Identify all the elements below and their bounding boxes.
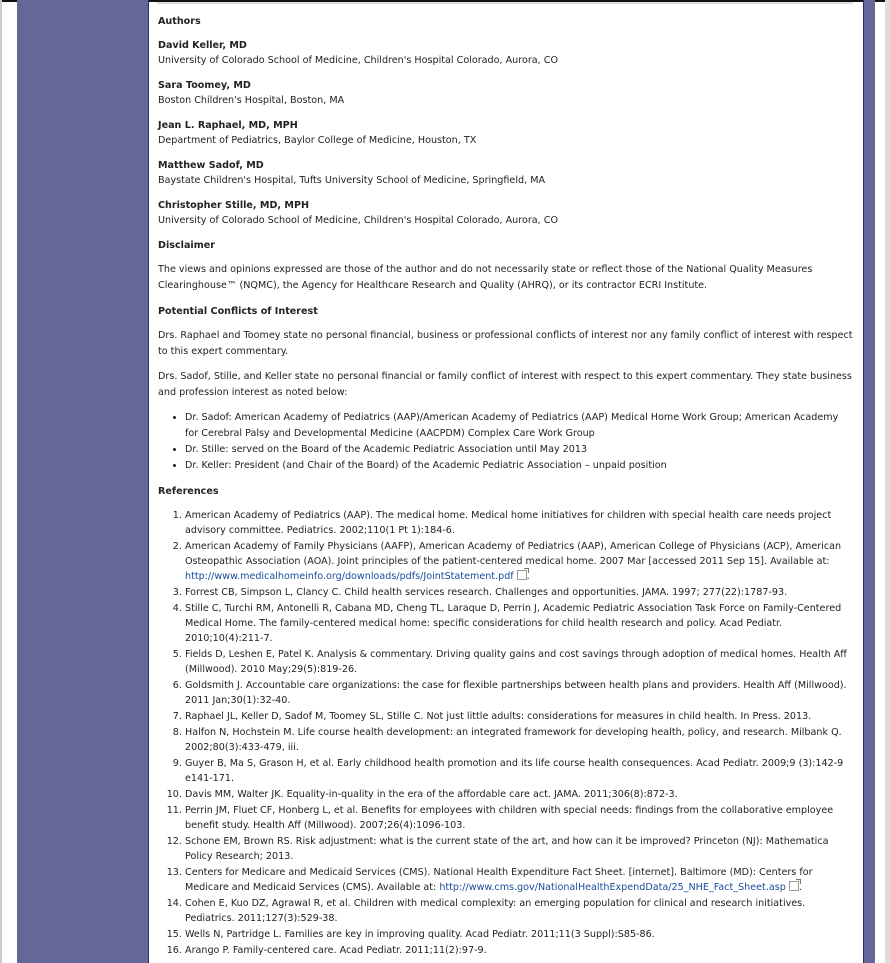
divider [157, 2, 853, 4]
reference-suffix: . [798, 882, 802, 893]
reference-text: Cohen E, Kuo DZ, Agrawal R, et al. Children with medical complexity: an emerging population for clinical and research initiatives. Pediatrics. 2011;127(3):529-38. [185, 898, 806, 924]
conflict-item: • Dr. Stille: served on the Board of the Academic Pediatric Association until May 2013 [185, 442, 853, 458]
reference-text: Goldsmith J. Accountable care organizations: the case for flexible partnerships between health plans and providers. Health Aff (Millwood). 2011 Jan;30(1):32-40. [185, 680, 847, 706]
external-link-icon [789, 881, 799, 891]
references-heading: References [158, 486, 219, 497]
reference-item [185, 709, 853, 724]
reference-item [185, 803, 853, 833]
scrollbar[interactable] [885, 0, 890, 963]
author-name: Jean L. Raphael, MD, MPH [158, 120, 298, 131]
conflict-item: • Dr. Sadof: American Academy of Pediatrics (AAP)/American Academy of Pediatrics (AAP) Medical Home Work Group; American Academy for Cerebral Palsy and Developmental Medicine (AACPDM) Complex Care Work Group [185, 410, 853, 442]
author [158, 198, 853, 229]
reference-item [185, 896, 853, 926]
reference-text: Davis MM, Walter JK. Equality-in-quality in the era of the affordable care act. JAMA. 2011;306(8):872-3. [185, 789, 678, 800]
reference-text: Halfon N, Hochstein M. Life course health development: an integrated framework for developing health, policy, and research. Milbank Q. 2002;80(3):433-479, iii. [185, 727, 842, 753]
reference-suffix: . [526, 571, 530, 582]
author-affiliation: Baystate Children's Hospital, Tufts University School of Medicine, Springfield, MA [158, 175, 546, 186]
reference-text: Forrest CB, Simpson L, Clancy C. Child health services research. Challenges and opportunities. JAMA. 1997; 277(22):1787-93. [185, 587, 788, 598]
reference-link[interactable]: http://www.cms.gov/NationalHealthExpendData/25_NHE_Fact_Sheet.asp [439, 882, 786, 893]
reference-text: Arango P. Family-centered care. Acad Pediatr. 2011;11(2):97-9. [185, 945, 487, 956]
reference-text: Wells N, Partridge L. Families are key in improving quality. Acad Pediatr. 2011;11(3 Suppl):S85-86. [185, 929, 655, 940]
author-name: Sara Toomey, MD [158, 80, 251, 91]
references-list [158, 508, 853, 958]
reference-item [185, 787, 853, 802]
reference-item [185, 539, 853, 584]
reference-text: Fields D, Leshen E, Patel K. Analysis & commentary. Driving quality gains and cost savings through adoption of medical homes. Health Aff (Millwood). 2010 May;29(5):819-26. [185, 649, 847, 675]
main-content [149, 2, 861, 963]
author-affiliation: Boston Children's Hospital, Boston, MA [158, 95, 345, 106]
author-name: Matthew Sadof, MD [158, 160, 264, 171]
reference-item [185, 943, 853, 958]
reference-item [185, 756, 853, 786]
author-affiliation: University of Colorado School of Medicine, Children's Hospital Colorado, Aurora, CO [158, 55, 559, 66]
reference-text: Stille C, Turchi RM, Antonelli R, Cabana MD, Cheng TL, Laraque D, Perrin J, Academic Pediatric Association Task Force on Family-Centered Medical Home. The family-centered medical home: specific considerations for child health research and policy. Acad Pediatr. 2010;10(4):211-7. [185, 603, 842, 644]
reference-item [185, 601, 853, 646]
reference-item [185, 585, 853, 600]
left-edge [0, 0, 2, 963]
authors-heading: Authors [158, 16, 201, 27]
reference-item [185, 508, 853, 538]
reference-item [185, 678, 853, 708]
conflicts-paragraph: Drs. Raphael and Toomey state no personal financial, business or professional conflicts of interest nor any family conflict of interest with respect to this expert commentary. [158, 330, 853, 357]
reference-text: Perrin JM, Fluet CF, Honberg L, et al. Benefits for employees with children with special needs: findings from the collaborative employee benefit study. Health Aff (Millwood). 2007;26(4):1096-103. [185, 805, 834, 831]
author [158, 118, 853, 149]
external-link-icon [517, 570, 527, 580]
left-sidebar [17, 0, 149, 963]
reference-text: Guyer B, Ma S, Grason H, et al. Early childhood health promotion and its life course health consequences. Acad Pediatr. 2009;9 (3):142-9 e141-171. [185, 758, 844, 784]
conflicts-paragraph: Drs. Sadof, Stille, and Keller state no personal financial or family conflict of interest with respect to this expert commentary. They state business and profession interest as noted below: [158, 371, 852, 398]
reference-item [185, 834, 853, 864]
author-affiliation: Department of Pediatrics, Baylor College of Medicine, Houston, TX [158, 135, 477, 146]
reference-item [185, 647, 853, 677]
reference-text: Raphael JL, Keller D, Sadof M, Toomey SL, Stille C. Not just little adults: considerations for measures in child health. In Press. 2013. [185, 711, 812, 722]
disclaimer-text: The views and opinions expressed are those of the author and do not necessarily state or reflect those of the National Quality Measures Clearinghouse™ (NQMC), the Agency for Healthcare Research and Quality (AHRQ), or its contractor ECRI Institute. [158, 264, 813, 291]
conflict-item: • Dr. Keller: President (and Chair of the Board) of the Academic Pediatric Association – unpaid position [185, 458, 853, 474]
author [158, 38, 853, 69]
author [158, 78, 853, 109]
reference-item [185, 725, 853, 755]
author [158, 158, 853, 189]
reference-text: American Academy of Pediatrics (AAP). The medical home. Medical home initiatives for children with special health care needs project advisory committee. Pediatrics. 2002;110(1 Pt 1):184-6. [185, 510, 832, 536]
right-sidebar [863, 0, 875, 963]
conflicts-heading: Potential Conflicts of Interest [158, 306, 318, 317]
authors-list [158, 38, 853, 229]
reference-text: American Academy of Family Physicians (AAFP), American Academy of Pediatrics (AAP), American College of Physicians (ACP), American Osteopathic Association (AOA). Joint principles of the patient-centered medical home. 2007 Mar [accessed 2011 Sep 15]. Available at: [185, 541, 842, 567]
reference-item [185, 865, 853, 895]
disclaimer-heading: Disclaimer [158, 240, 215, 251]
reference-item [185, 927, 853, 942]
author-name: David Keller, MD [158, 40, 247, 51]
conflicts-list [158, 410, 853, 474]
author-name: Christopher Stille, MD, MPH [158, 200, 310, 211]
reference-link[interactable]: http://www.medicalhomeinfo.org/downloads/pdfs/JointStatement.pdf [185, 571, 514, 582]
reference-text: Schone EM, Brown RS. Risk adjustment: what is the current state of the art, and how can it be improved? Princeton (NJ): Mathematica Policy Research; 2013. [185, 836, 829, 862]
author-affiliation: University of Colorado School of Medicine, Children's Hospital Colorado, Aurora, CO [158, 215, 559, 226]
reference-text: Centers for Medicare and Medicaid Services (CMS). National Health Expenditure Fact Sheet. [internet]. Baltimore (MD): Centers for Medicare and Medicaid Services (CMS). Available at: [185, 867, 813, 893]
